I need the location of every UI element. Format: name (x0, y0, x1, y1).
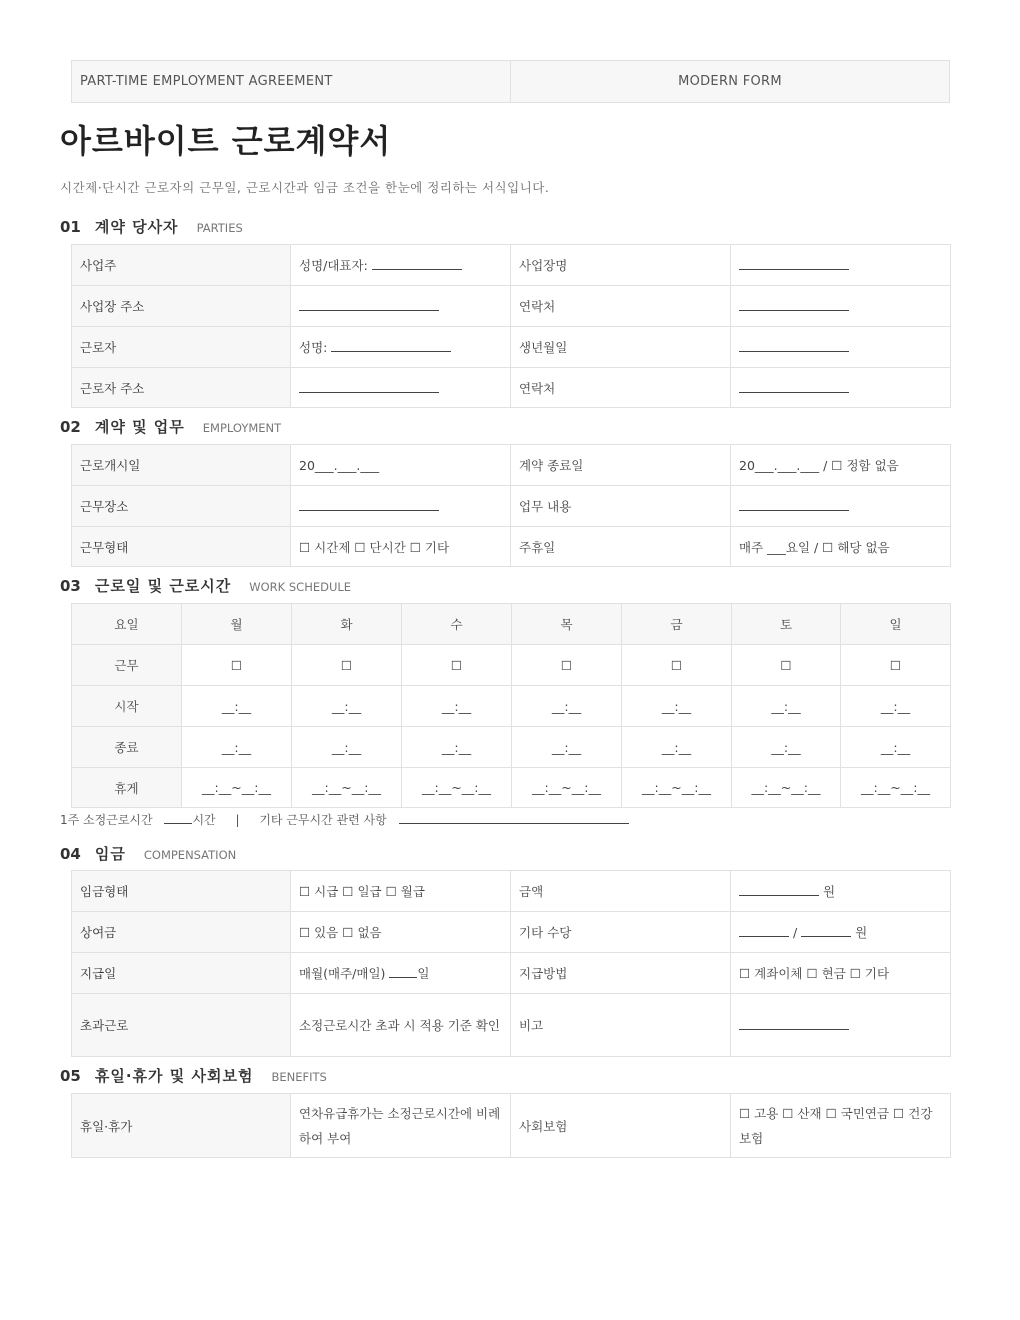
break-row-label: 휴게 (72, 768, 182, 808)
table-row (72, 445, 951, 486)
blank-line (331, 339, 451, 352)
table-row (72, 994, 951, 1057)
end-time-field[interactable]: __:__ (402, 727, 512, 768)
leave-text: 연차유급휴가는 소정근로시간에 비례하여 부여 (291, 1094, 511, 1158)
work-checkbox[interactable]: ☐ (292, 645, 402, 686)
remarks-field[interactable] (731, 994, 951, 1057)
work-checkbox[interactable]: ☐ (841, 645, 951, 686)
section-subtitle-en: EMPLOYMENT (202, 421, 282, 435)
end-time-field[interactable]: __:__ (732, 727, 841, 768)
won-unit: 원 (822, 884, 836, 899)
other-hours-label: 기타 근무시간 관련 사항 (259, 813, 387, 827)
amount-field[interactable] (731, 871, 951, 912)
work-checkbox[interactable]: ☐ (512, 645, 622, 686)
insurance-checkboxes[interactable]: ☐ 고용 ☐ 산재 ☐ 국민연금 ☐ 건강보험 (731, 1094, 951, 1158)
worker-label: 근로자 (72, 327, 291, 368)
birth-field[interactable] (731, 327, 951, 368)
section-subtitle-en: PARTIES (196, 221, 243, 235)
break-time-field[interactable]: __:__~__:__ (402, 768, 512, 808)
contact2-field[interactable] (731, 368, 951, 408)
section-title: 계약 및 업무 (94, 418, 185, 436)
blank-line (299, 380, 439, 393)
biz-name-field[interactable] (731, 245, 951, 286)
end-time-field[interactable]: __:__ (841, 727, 951, 768)
blank-line (739, 380, 849, 393)
biz-name-label: 사업장명 (511, 245, 731, 286)
blank-line (739, 498, 849, 511)
work-checkbox[interactable]: ☐ (182, 645, 292, 686)
table-row (72, 1094, 951, 1158)
day-header-wed: 수 (402, 604, 512, 645)
table-row (72, 912, 951, 953)
start-time-field[interactable]: __:__ (622, 686, 732, 727)
work-type-checkboxes[interactable]: ☐ 시간제 ☐ 단시간 ☐ 기타 (291, 527, 511, 567)
end-time-field[interactable]: __:__ (182, 727, 292, 768)
hours-unit: 시간 (192, 813, 216, 827)
bonus-checkboxes[interactable]: ☐ 있음 ☐ 없음 (291, 912, 511, 953)
blank-line (299, 498, 439, 511)
duty-field[interactable] (731, 486, 951, 527)
other-hours-blank[interactable] (399, 811, 629, 824)
table-row (72, 327, 951, 368)
schedule-header-row (72, 604, 951, 645)
day-header-sun: 일 (841, 604, 951, 645)
blank-line (389, 965, 417, 978)
blank-line (739, 339, 849, 352)
blank-line (739, 257, 849, 270)
weekly-hours-blank[interactable] (164, 811, 192, 824)
schedule-start-row (72, 686, 951, 727)
work-checkbox[interactable]: ☐ (732, 645, 841, 686)
day-header-thu: 목 (512, 604, 622, 645)
day-header-tue: 화 (292, 604, 402, 645)
benefits-table (71, 1093, 951, 1158)
table-row (72, 486, 951, 527)
break-time-field[interactable]: __:__~__:__ (732, 768, 841, 808)
contact2-label: 연락처 (511, 368, 731, 408)
contact-label: 연락처 (511, 286, 731, 327)
insurance-label: 사회보험 (511, 1094, 731, 1158)
section-subtitle-en: BENEFITS (271, 1070, 327, 1084)
section-title: 임금 (94, 845, 126, 863)
employer-label: 사업주 (72, 245, 291, 286)
section-title: 근로일 및 근로시간 (94, 577, 232, 595)
end-date-label: 계약 종료일 (511, 445, 731, 486)
pay-method-checkboxes[interactable]: ☐ 계좌이체 ☐ 현금 ☐ 기타 (731, 953, 951, 994)
blank-line (801, 924, 851, 937)
biz-addr-label: 사업장 주소 (72, 286, 291, 327)
table-row (72, 245, 951, 286)
start-row-label: 시작 (72, 686, 182, 727)
schedule-end-row (72, 727, 951, 768)
weekly-holiday-label: 주휴일 (511, 527, 731, 567)
overtime-text: 소정근로시간 초과 시 적용 기준 확인 (291, 994, 511, 1057)
weekly-holiday-field[interactable]: 매주 ___요일 / ☐ 해당 없음 (731, 527, 951, 567)
allowance-label: 기타 수당 (511, 912, 731, 953)
day-header-sat: 토 (732, 604, 841, 645)
table-row (72, 953, 951, 994)
payday-text: 매월(매주/매일) (299, 966, 386, 981)
work-type-label: 근무형태 (72, 527, 291, 567)
section-title: 휴일·휴가 및 사회보험 (94, 1067, 254, 1085)
day-header-mon: 월 (182, 604, 292, 645)
payday-field[interactable] (291, 953, 511, 994)
schedule-work-row (72, 645, 951, 686)
section-number: 03 (60, 577, 81, 595)
break-time-field[interactable]: __:__~__:__ (182, 768, 292, 808)
break-time-field[interactable]: __:__~__:__ (622, 768, 732, 808)
form-type-label: PART-TIME EMPLOYMENT AGREEMENT (72, 61, 511, 102)
biz-addr-field[interactable] (291, 286, 511, 327)
rep-label: 성명/대표자: (299, 258, 368, 273)
workplace-field[interactable] (291, 486, 511, 527)
start-time-field[interactable]: __:__ (292, 686, 402, 727)
parties-table (71, 244, 951, 408)
section-number: 05 (60, 1067, 81, 1085)
overtime-label: 초과근로 (72, 994, 291, 1057)
page-title: 아르바이트 근로계약서 (60, 122, 392, 160)
section-subtitle-en: COMPENSATION (143, 848, 237, 862)
leave-label: 휴일·휴가 (72, 1094, 291, 1158)
end-time-field[interactable]: __:__ (292, 727, 402, 768)
blank-line (739, 924, 789, 937)
section-heading-schedule (60, 575, 351, 596)
payday-label: 지급일 (72, 953, 291, 994)
end-time-field[interactable]: __:__ (512, 727, 622, 768)
remarks-label: 비고 (511, 994, 731, 1057)
allowance-field[interactable] (731, 912, 951, 953)
employment-table (71, 444, 951, 567)
end-time-field[interactable]: __:__ (622, 727, 732, 768)
birth-label: 생년월일 (511, 327, 731, 368)
start-time-field[interactable]: __:__ (402, 686, 512, 727)
table-row (72, 871, 951, 912)
employer-rep-field[interactable] (291, 245, 511, 286)
section-subtitle-en: WORK SCHEDULE (249, 580, 352, 594)
blank-line (739, 883, 819, 896)
section-heading-employment (60, 416, 281, 437)
blank-line (299, 298, 439, 311)
start-date-label: 근로개시일 (72, 445, 291, 486)
break-time-field[interactable]: __:__~__:__ (292, 768, 402, 808)
schedule-break-row (72, 768, 951, 808)
section-number: 02 (60, 418, 81, 436)
day-unit: 일 (417, 966, 430, 981)
form-header (71, 60, 950, 103)
form-style-label: MODERN FORM (678, 74, 782, 89)
section-number: 04 (60, 845, 81, 863)
worker-addr-field[interactable] (291, 368, 511, 408)
section-heading-compensation (60, 843, 236, 864)
day-header-fri: 금 (622, 604, 732, 645)
worker-name-field[interactable] (291, 327, 511, 368)
weekly-hours-label: 1주 소정근로시간 (60, 813, 153, 827)
start-date-field[interactable]: 20___.___.___ (291, 445, 511, 486)
worker-addr-label: 근로자 주소 (72, 368, 291, 408)
amount-label: 금액 (511, 871, 731, 912)
table-row (72, 527, 951, 567)
bonus-label: 상여금 (72, 912, 291, 953)
schedule-note (60, 811, 629, 828)
section-heading-benefits (60, 1065, 327, 1086)
work-checkbox[interactable]: ☐ (622, 645, 732, 686)
page-subtitle: 시간제·단시간 근로자의 근무일, 근로시간과 임금 조건을 한눈에 정리하는 서식입니다. (60, 180, 550, 195)
name-label: 성명: (299, 340, 328, 355)
pay-method-label: 지급방법 (511, 953, 731, 994)
wage-type-checkboxes[interactable]: ☐ 시급 ☐ 일급 ☐ 월급 (291, 871, 511, 912)
break-time-field[interactable]: __:__~__:__ (512, 768, 622, 808)
slash: / (792, 925, 798, 940)
duty-label: 업무 내용 (511, 486, 731, 527)
start-time-field[interactable]: __:__ (182, 686, 292, 727)
wage-type-label: 임금형태 (72, 871, 291, 912)
section-heading-parties (60, 216, 243, 237)
won-unit: 원 (855, 925, 868, 940)
blank-line (739, 298, 849, 311)
day-header: 요일 (72, 604, 182, 645)
break-time-field[interactable]: __:__~__:__ (841, 768, 951, 808)
start-time-field[interactable]: __:__ (512, 686, 622, 727)
separator: | (235, 813, 240, 827)
start-time-field[interactable]: __:__ (732, 686, 841, 727)
workplace-label: 근무장소 (72, 486, 291, 527)
section-number: 01 (60, 218, 81, 236)
blank-line (372, 257, 462, 270)
table-row (72, 286, 951, 327)
end-row-label: 종료 (72, 727, 182, 768)
table-row (72, 368, 951, 408)
blank-line (739, 1017, 849, 1030)
start-time-field[interactable]: __:__ (841, 686, 951, 727)
section-title: 계약 당사자 (94, 218, 179, 236)
schedule-table (71, 603, 951, 808)
work-row-label: 근무 (72, 645, 182, 686)
work-checkbox[interactable]: ☐ (402, 645, 512, 686)
contact-field[interactable] (731, 286, 951, 327)
compensation-table (71, 870, 951, 1057)
end-date-field[interactable]: 20___.___.___ / ☐ 정함 없음 (731, 445, 951, 486)
